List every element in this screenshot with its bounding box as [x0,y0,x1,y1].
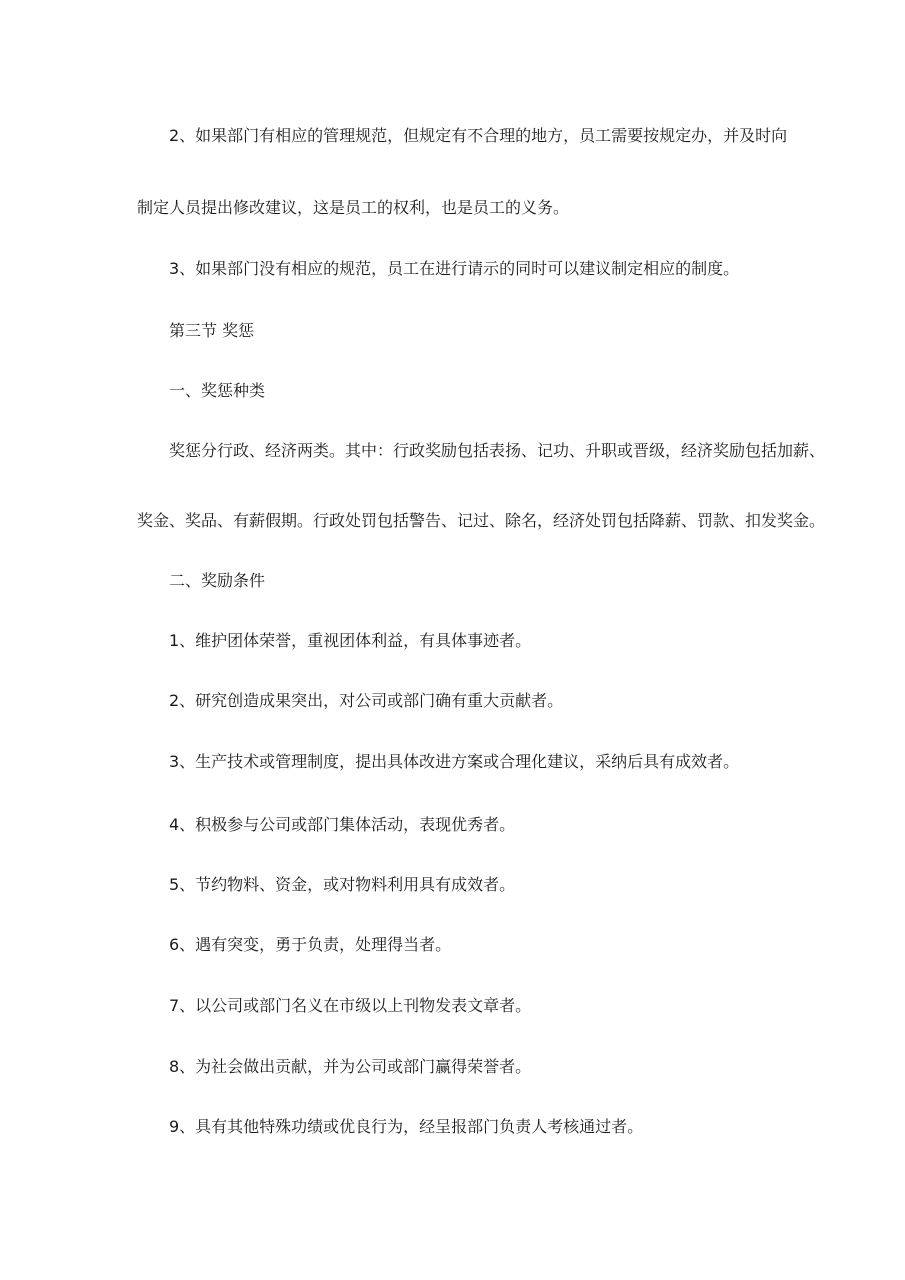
section-heading: 第三节 奖惩 [169,321,255,340]
reward-types-line-2: 奖金、奖品、有薪假期。行政处罚包括警告、记过、除名，经济处罚包括降薪、罚款、扣发奖金。 [137,511,826,530]
condition-item-8: 8、为社会做出贡献，并为公司或部门赢得荣誉者。 [169,1057,532,1076]
paragraph-2-line-1: 2、如果部门有相应的管理规范，但规定有不合理的地方，员工需要按规定办，并及时向 [169,126,788,145]
subheading-reward-types: 一、奖惩种类 [169,381,266,400]
condition-item-9: 9、具有其他特殊功绩或优良行为，经呈报部门负责人考核通过者。 [169,1117,644,1136]
condition-item-7: 7、以公司或部门名义在市级以上刊物发表文章者。 [169,996,532,1015]
reward-types-line-1: 奖惩分行政、经济两类。其中：行政奖励包括表扬、记功、升职或晋级，经济奖励包括加薪、 [169,441,826,460]
condition-item-3: 3、生产技术或管理制度，提出具体改进方案或合理化建议，采纳后具有成效者。 [169,752,740,771]
paragraph-3: 3、如果部门没有相应的规范，员工在进行请示的同时可以建议制定相应的制度。 [169,259,740,278]
subheading-reward-conditions: 二、奖励条件 [169,571,266,590]
condition-item-6: 6、遇有突变，勇于负责，处理得当者。 [169,935,452,954]
condition-item-1: 1、维护团体荣誉，重视团体利益，有具体事迹者。 [169,631,532,650]
condition-item-5: 5、节约物料、资金，或对物料利用具有成效者。 [169,875,516,894]
paragraph-2-line-2: 制定人员提出修改建议，这是员工的权利，也是员工的义务。 [137,198,570,217]
condition-item-4: 4、积极参与公司或部门集体活动，表现优秀者。 [169,815,516,834]
condition-item-2: 2、研究创造成果突出，对公司或部门确有重大贡献者。 [169,691,564,710]
